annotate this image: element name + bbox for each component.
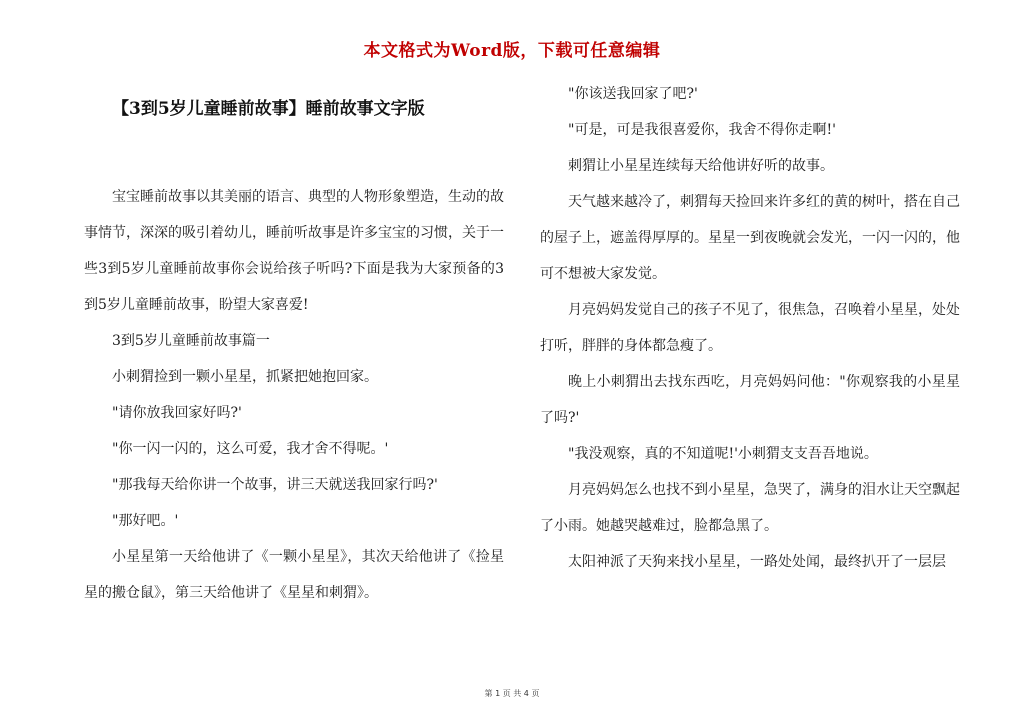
paragraph: 月亮妈妈发觉自己的孩子不见了，很焦急，召唤着小星星，处处打听，胖胖的身体都急瘦了。 [540,302,960,354]
section-heading: 3到5岁儿童睡前故事篇一 [112,333,270,349]
paragraph: 晚上小刺猬出去找东西吃，月亮妈妈问他："你观察我的小星星了吗?' [540,374,960,426]
paragraph: 天气越来越冷了，刺猬每天捡回来许多红的黄的树叶，搭在自己的屋子上，遮盖得厚厚的。星星一到夜晚就会发光，一闪一闪的，他可不想被大家发觉。 [540,194,960,282]
paragraph: "可是，可是我很喜爱你，我舍不得你走啊!' [568,122,836,138]
document-title: 【3到5岁儿童睡前故事】睡前故事文字版 [112,99,425,119]
paragraph: 小刺猬捡到一颗小星星，抓紧把她抱回家。 [112,369,378,385]
paragraph: "那我每天给你讲一个故事，讲三天就送我回家行吗?' [112,477,438,493]
left-column [84,179,504,611]
paragraph: "我没观察，真的不知道呢!'小刺猬支支吾吾地说。 [568,446,878,462]
paragraph: "请你放我回家好吗?' [112,405,242,421]
paragraph: 月亮妈妈怎么也找不到小星星，急哭了，满身的泪水让天空飘起了小雨。她越哭越难过，脸都急黑了。 [540,482,960,534]
paragraph: "那好吧。' [112,513,179,529]
paragraph: 小星星第一天给他讲了《一颗小星星》，其次天给他讲了《捡星星的搬仓鼠》，第三天给他讲了《星星和刺猬》。 [84,549,504,601]
paragraph: 宝宝睡前故事以其美丽的语言、典型的人物形象塑造，生动的故事情节，深深的吸引着幼儿，睡前听故事是许多宝宝的习惯，关于一些3到5岁儿童睡前故事你会说给孩子听吗?下面是我为大家预备的3到5岁儿童睡前故事，盼望大家喜爱! [84,189,504,313]
paragraph: 刺猬让小星星连续每天给他讲好听的故事。 [568,158,834,174]
paragraph: "你一闪一闪的，这么可爱，我才舍不得呢。' [112,441,389,457]
paragraph: "你该送我回家了吧?' [568,86,698,102]
page-footer: 第 1 页 共 4 页 [484,689,540,698]
paragraph: 太阳神派了天狗来找小星星，一路处处闻，最终扒开了一层层 [568,554,946,570]
right-column [540,76,960,580]
edit-notice-banner: 本文格式为Word版，下载可任意编辑 [363,41,661,61]
